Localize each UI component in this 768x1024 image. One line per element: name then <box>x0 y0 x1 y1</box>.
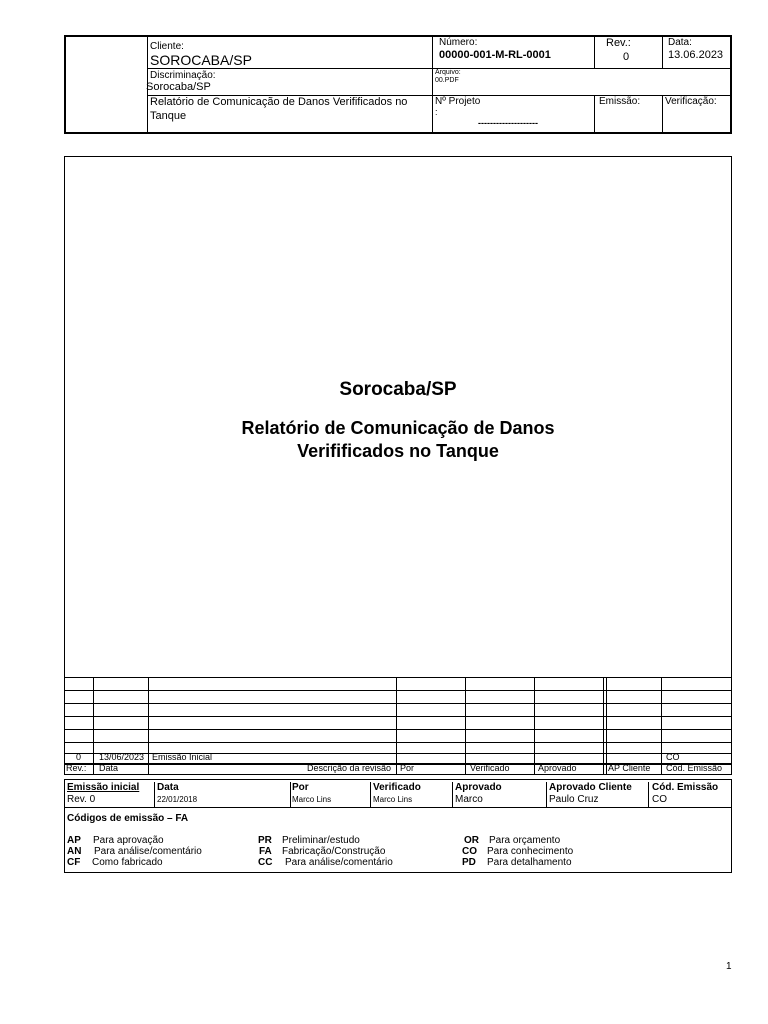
code-key: AN <box>67 846 82 857</box>
approval-divider <box>290 782 291 807</box>
approval-value-aprovado: Marco <box>455 794 483 805</box>
code-label: Preliminar/estudo <box>282 835 360 846</box>
approval-divider <box>370 782 371 807</box>
client-value: SOROCABA/SP <box>150 52 252 68</box>
approval-divider <box>546 782 547 807</box>
code-label: Para análise/comentário <box>285 857 393 868</box>
table-rule <box>148 677 149 774</box>
table-rule <box>64 716 732 717</box>
header-divider <box>662 95 663 134</box>
codes-title: Códigos de emissão – FA <box>67 813 189 824</box>
code-key: FA <box>259 846 272 857</box>
projeto-colon: : <box>435 107 438 117</box>
table-rule <box>93 677 94 774</box>
rev-header-verificado: Verificado <box>470 763 510 773</box>
approval-value-emissao: Rev. 0 <box>67 794 96 805</box>
data-value: 13.06.2023 <box>668 49 724 61</box>
approval-header-emissao: Emissão inicial <box>67 782 140 793</box>
table-rule <box>534 677 535 774</box>
rev-row-descricao: Emissão Inicial <box>152 752 213 762</box>
table-rule <box>661 677 662 774</box>
approval-value-cod-emissao: CO <box>652 794 667 805</box>
approval-value-data: 22/01/2018 <box>157 795 198 804</box>
discriminacao-line1: Sorocaba/SP <box>146 81 211 93</box>
page-number: 1 <box>726 961 732 972</box>
approval-value-aprovado-cliente: Paulo Cruz <box>549 794 599 805</box>
document-subtitle-line2: Verifificados no Tanque <box>297 441 499 461</box>
code-label: Para aprovação <box>93 835 164 846</box>
discriminacao-line2: Relatório de Comunicação de Danos Verifificados no <box>150 96 408 108</box>
rev-header-por: Por <box>400 763 415 773</box>
data-label: Data: <box>668 37 692 48</box>
rev-label: Rev.: <box>606 37 631 49</box>
code-label: Para conhecimento <box>487 846 574 857</box>
rev-row-rev: 0 <box>76 752 82 762</box>
numero-value: 00000-001-M-RL-0001 <box>439 49 551 61</box>
approval-header-por: Por <box>292 782 309 793</box>
rev-header-aprovado: Aprovado <box>538 763 577 773</box>
header-divider <box>594 37 595 68</box>
rev-row-data: 13/06/2023 <box>99 752 145 762</box>
rev-header-ap-cliente: AP Cliente <box>608 763 651 773</box>
header-divider <box>594 95 595 134</box>
discriminacao-label: Discriminação: <box>150 70 216 81</box>
approval-value-por: Marco Lins <box>292 795 332 804</box>
document-subtitle-line1: Relatório de Comunicação de Danos <box>241 418 555 438</box>
table-rule <box>64 690 732 691</box>
verificacao-label: Verificação: <box>665 96 717 107</box>
arquivo-value: 00.PDF <box>435 77 459 84</box>
emissao-label: Emissão: <box>599 96 641 107</box>
table-rule <box>606 677 607 774</box>
code-label: Para análise/comentário <box>94 846 202 857</box>
table-rule <box>64 677 732 678</box>
projeto-label: Nº Projeto <box>435 96 481 107</box>
projeto-value: -------------------- <box>478 118 538 128</box>
code-key: CC <box>258 857 273 868</box>
discriminacao-line3: Tanque <box>150 110 187 122</box>
header-divider <box>662 37 663 68</box>
approval-divider <box>154 782 155 807</box>
code-label: Para orçamento <box>489 835 561 846</box>
code-key: OR <box>464 835 479 846</box>
approval-header-aprovado: Aprovado <box>455 782 502 793</box>
document-title: Sorocaba/SP <box>339 379 457 400</box>
table-rule <box>64 703 732 704</box>
rev-header-cod-emissao: Cód. Emissão <box>666 763 723 773</box>
code-key: CO <box>462 846 477 857</box>
numero-label: Número: <box>439 37 478 48</box>
rev-header-descricao: Descrição da revisão <box>307 763 392 773</box>
client-label: Cliente: <box>150 41 184 52</box>
code-key: PR <box>258 835 272 846</box>
code-key: PD <box>462 857 476 868</box>
table-rule <box>396 677 397 774</box>
rev-header-rev: Rev.: <box>66 763 87 773</box>
approval-divider <box>648 782 649 807</box>
rev-row-cod: CO <box>666 752 680 762</box>
table-rule <box>64 742 732 743</box>
approval-value-verificado: Marco Lins <box>373 795 413 804</box>
table-rule <box>603 677 604 774</box>
arquivo-label: Arquivo: <box>435 69 461 76</box>
table-rule <box>64 729 732 730</box>
code-key: AP <box>67 835 81 846</box>
code-label: Para detalhamento <box>487 857 572 868</box>
code-label: Como fabricado <box>92 857 163 868</box>
table-rule <box>465 677 466 774</box>
approval-header-verificado: Verificado <box>373 782 421 793</box>
approval-header-cod-emissao: Cód. Emissão <box>652 782 719 793</box>
header-divider <box>432 37 433 134</box>
code-key: CF <box>67 857 81 868</box>
approval-header-data: Data <box>157 782 179 793</box>
approval-divider <box>452 782 453 807</box>
rev-header-data: Data <box>99 763 119 773</box>
code-label: Fabricação/Construção <box>282 846 386 857</box>
approval-header-aprovado-cliente: Aprovado Cliente <box>549 782 632 793</box>
rev-value: 0 <box>623 51 630 63</box>
